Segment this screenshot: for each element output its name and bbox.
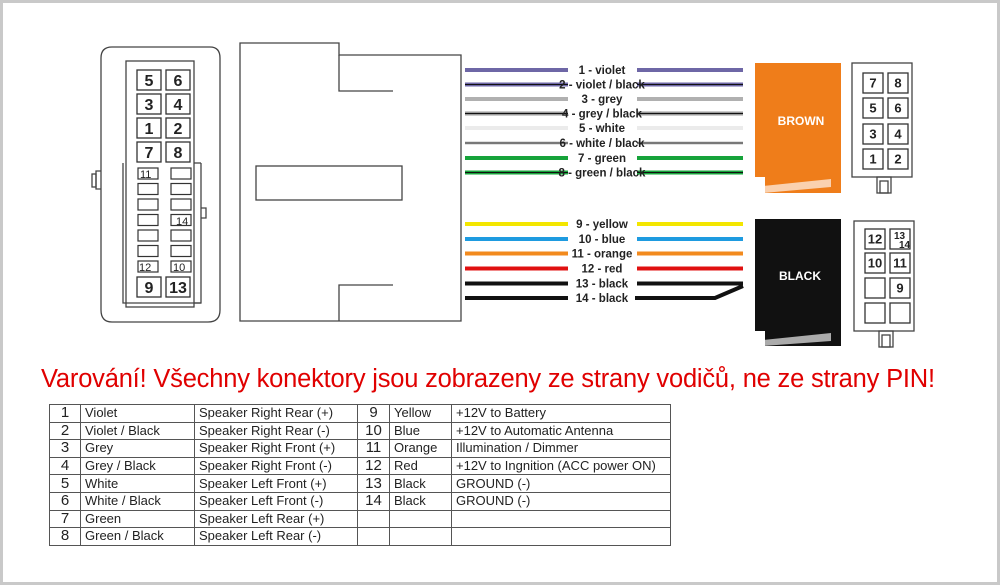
wire-label: 12 - red [581, 263, 623, 276]
wire-10 [465, 234, 743, 246]
table-row [50, 440, 671, 458]
brown-pin-3-label: 3 [869, 126, 877, 142]
wire-color: Violet [81, 405, 195, 423]
brown-pin-8-label: 8 [894, 75, 902, 91]
wire-color: Black [390, 475, 452, 493]
iso-small-cell [171, 246, 191, 257]
pin-number: 12 [358, 457, 390, 475]
wire-5 [465, 123, 743, 135]
wire-color: Red [390, 457, 452, 475]
iso-pin-5-label: 5 [144, 72, 154, 90]
iso-small-cell [171, 184, 191, 195]
black-pin-10-label: 10 [867, 255, 883, 271]
iso-pin-9-label: 9 [144, 279, 154, 297]
iso-small-cell [171, 230, 191, 241]
iso-pin-14-label: 14 [176, 216, 189, 228]
wire-label: 3 - grey [581, 94, 623, 106]
pin-function: Speaker Right Rear (-) [195, 422, 358, 440]
pin-function: Speaker Right Front (-) [195, 457, 358, 475]
pin-number: 14 [358, 492, 390, 510]
pin-function: Speaker Right Front (+) [195, 440, 358, 458]
table-row [50, 405, 671, 423]
brown-pin-6-label: 6 [894, 100, 902, 116]
wire-color: Grey [81, 440, 195, 458]
wire-label: 8 - green / black [558, 167, 646, 180]
wire-label: 13 - black [575, 278, 629, 291]
table-row [50, 510, 671, 528]
plug-housing [240, 43, 461, 321]
wire-label: 11 - orange [571, 248, 633, 261]
iso-pin-8-label: 8 [173, 144, 183, 162]
table-row [50, 528, 671, 546]
pin-function: GROUND (-) [452, 492, 671, 510]
iso-pin-13-label: 13 [169, 279, 187, 297]
wire-11 [465, 249, 743, 261]
pin-number [358, 510, 390, 528]
wire-color: White / Black [81, 492, 195, 510]
wire-label: 10 - blue [578, 234, 626, 246]
pin-function: GROUND (-) [452, 475, 671, 493]
wire-color: White [81, 475, 195, 493]
black-pin-11-label: 11 [893, 255, 907, 271]
pin-number: 11 [358, 440, 390, 458]
pin-number: 9 [358, 405, 390, 423]
wire-color: Black [390, 492, 452, 510]
brown-pin-4-label: 4 [894, 126, 902, 142]
pin-number: 4 [50, 457, 81, 475]
pin-number: 7 [50, 510, 81, 528]
table-row [50, 422, 671, 440]
pin-number: 10 [358, 422, 390, 440]
wire-color [390, 528, 452, 546]
black-label: BLACK [779, 269, 821, 283]
table-row [50, 457, 671, 475]
wire-label: 14 - black [575, 293, 629, 305]
pin-function: +12V to Ingnition (ACC power ON) [452, 457, 671, 475]
brown-label: BROWN [777, 114, 825, 128]
iso-small-cell [171, 199, 191, 210]
brown-pin-7-label: 7 [869, 75, 877, 91]
wire-4 [465, 109, 743, 121]
iso-pin-11-label: 11 [140, 169, 152, 181]
black-pin-empty-cell [865, 303, 885, 323]
black-pin-14-label: 14 [899, 240, 911, 251]
wire-3 [465, 94, 743, 106]
pin-function: +12V to Automatic Antenna [452, 422, 671, 440]
pin-function: Speaker Right Rear (+) [195, 405, 358, 423]
table-row [50, 492, 671, 510]
wire-1 [465, 65, 743, 77]
iso-small-cell [138, 246, 158, 257]
wire-label: 4 - grey / black [562, 108, 642, 121]
pin-function: +12V to Battery [452, 405, 671, 423]
iso-small-cell [138, 184, 158, 195]
wire-label: 6 - white / black [559, 138, 645, 150]
warning-text: Varování! Všechny konektory jsou zobrazeny ze strany vodičů, ne ze strany PIN! [41, 365, 935, 393]
black-pin-9-label: 9 [896, 280, 904, 296]
pin-function [452, 510, 671, 528]
pin-number: 5 [50, 475, 81, 493]
pin-number: 3 [50, 440, 81, 458]
pin-function: Speaker Left Front (-) [195, 492, 358, 510]
wire-2 [465, 80, 743, 92]
wire-label: 2 - violet / black [559, 79, 645, 92]
iso-small-cell [138, 199, 158, 210]
pin-table [49, 404, 671, 546]
wire-7 [465, 153, 743, 165]
black-connector [755, 219, 841, 346]
iso-small-cell [171, 168, 191, 179]
pin-function: Illumination / Dimmer [452, 440, 671, 458]
wire-label: 5 - white [578, 123, 626, 135]
pin-function [452, 528, 671, 546]
pin-number: 2 [50, 422, 81, 440]
iso-small-cell [138, 215, 158, 226]
wire-12 [465, 264, 743, 276]
wire-color: Violet / Black [81, 422, 195, 440]
iso-pin-1-label: 1 [144, 120, 154, 138]
pin-function: Speaker Left Rear (-) [195, 528, 358, 546]
black-pin-empty-cell [890, 303, 910, 323]
table-row [50, 475, 671, 493]
iso-pin-6-label: 6 [173, 72, 183, 90]
wire-6 [465, 138, 743, 150]
wire-9 [465, 219, 743, 231]
pin-number: 6 [50, 492, 81, 510]
wire-label: 7 - green [578, 153, 626, 165]
brown-connector [755, 63, 841, 193]
wire-color: Green / Black [81, 528, 195, 546]
brown-pin-2-label: 2 [894, 151, 902, 167]
wire-color [390, 510, 452, 528]
wire-color: Blue [390, 422, 452, 440]
wire-color: Orange [390, 440, 452, 458]
black-pin-empty-cell [865, 278, 885, 298]
iso-pin-3-label: 3 [144, 96, 154, 114]
pin-number: 8 [50, 528, 81, 546]
pin-function: Speaker Left Front (+) [195, 475, 358, 493]
black-pin-12-label: 12 [867, 231, 883, 247]
wire-13 [465, 279, 743, 291]
wire-label: 1 - violet [578, 65, 626, 77]
iso-pin-7-label: 7 [144, 144, 154, 162]
wire-color: Grey / Black [81, 457, 195, 475]
brown-pin-1-label: 1 [869, 151, 877, 167]
pin-function: Speaker Left Rear (+) [195, 510, 358, 528]
wiring-diagram [3, 3, 997, 363]
iso-pin-10-label: 10 [173, 262, 186, 274]
pin-number: 1 [50, 405, 81, 423]
wire-color: Yellow [390, 405, 452, 423]
wire-8 [465, 168, 743, 180]
iso-pin-4-label: 4 [173, 96, 183, 114]
pin-number: 13 [358, 475, 390, 493]
iso-pin-2-label: 2 [173, 120, 183, 138]
pin-number [358, 528, 390, 546]
wire-label: 9 - yellow [576, 219, 628, 231]
iso-pin-12-label: 12 [139, 262, 152, 274]
black-pin-13-label: 13 [894, 231, 906, 242]
brown-pin-5-label: 5 [869, 100, 877, 116]
wire-color: Green [81, 510, 195, 528]
iso-small-cell [138, 230, 158, 241]
